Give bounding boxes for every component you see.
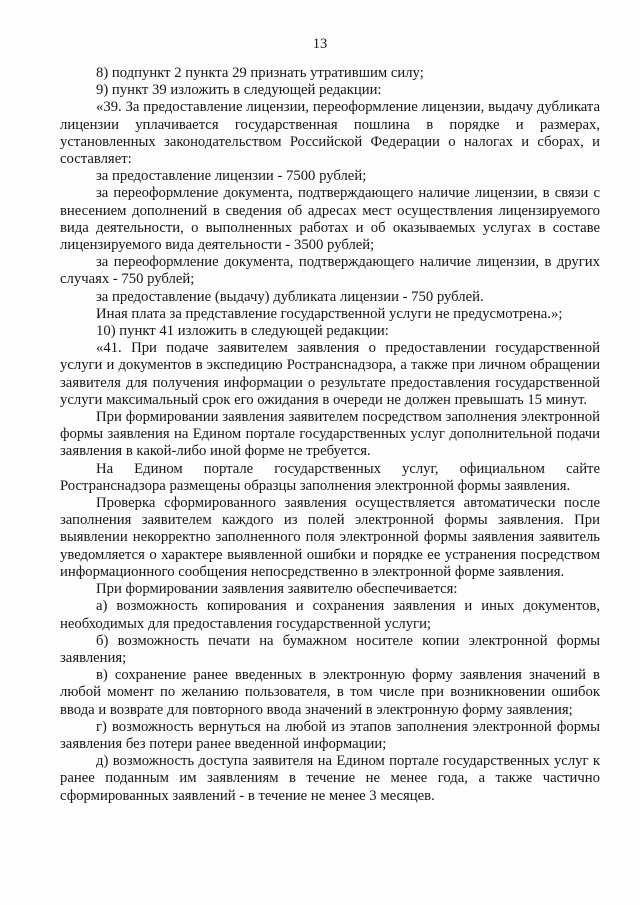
fee-reissue-other: за переоформление документа, подтверждающего наличие лицензии, в других случаях - 750 рублей;	[60, 254, 600, 288]
page-number: 13	[312, 36, 328, 52]
no-other-fee: Иная плата за представление государственной услуги не предусмотрена.»;	[96, 305, 563, 322]
provision-g: г) возможность вернуться на любой из этапов заполнения электронной формы заявления без потери ранее введенной информации;	[60, 718, 600, 752]
provision-a: а) возможность копирования и сохранения заявления и иных документов, необходимых для предоставления государственной услуги;	[60, 598, 600, 632]
paragraph-39-intro: «39. За предоставление лицензии, переоформление лицензии, выдачу дубликата лицензии уплачивается государственная пошлина в порядке и размерах, установленных законодательством Российской Федерации о налогах и сборах, и составляет:	[60, 99, 600, 168]
fee-reissue-additions: за переоформление документа, подтверждающего наличие лицензии, в связи с внесением дополнений в сведения об адресах мест осуществления лицензируемого вида деятельности, о выполненных работах и об оказываемых услугах в составе лицензируемого вида деятельности - 3500 рублей;	[60, 185, 600, 254]
provision-d: д) возможность доступа заявителя на Едином портале государственных услуг к ранее поданным им заявлениям в течение не менее года, а также частично сформированных заявлений - в течение не менее 3 месяцев.	[60, 753, 600, 804]
fee-duplicate: за предоставление (выдачу) дубликата лицензии - 750 рублей.	[96, 288, 484, 305]
fee-license: за предоставление лицензии - 7500 рублей;	[96, 168, 367, 185]
provisions-intro: При формировании заявления заявителю обеспечивается:	[96, 581, 458, 598]
provision-v: в) сохранение ранее введенных в электронную форму заявления значений в любой момент по желанию пользователя, в том числе при возникновении ошибок ввода и возврате для повторного ввода значений в электронную форму заявления;	[60, 667, 600, 718]
paragraph-41-intro: «41. При подаче заявителем заявления о предоставлении государственной услуги и документов в экспедицию Ространснадзора, а также при личном обращении заявителя для получения информации о результате предоставления государственной услуги максимальный срок его ожидания в очереди не должен превышать 15 минут.	[60, 340, 600, 408]
paragraph-8: 8) подпункт 2 пункта 29 признать утратившим силу;	[96, 65, 424, 81]
provision-b: б) возможность печати на бумажном носителе копии электронной формы заявления;	[60, 632, 600, 666]
paragraph-9: 9) пункт 39 изложить в следующей редакции:	[96, 82, 382, 99]
document-body	[60, 65, 600, 805]
paragraph-10: 10) пункт 41 изложить в следующей редакции:	[96, 323, 389, 340]
validation-paragraph: Проверка сформированного заявления осуществляется автоматически после заполнения заявителем каждого из полей электронной формы заявления. При выявлении некорректно заполненного поля электронной формы заявления заявитель уведомляется о характере выявленной ошибки и порядке ее устранения посредством информационного сообщения непосредственно в электронной форме заявления.	[60, 495, 600, 580]
portal-samples-paragraph: На Едином портале государственных услуг, официальном сайте Ространснадзора размещены образцы заполнения электронной формы заявления.	[60, 460, 600, 494]
electronic-form-paragraph: При формировании заявления заявителем посредством заполнения электронной формы заявления на Едином портале государственных услуг дополнительной подачи заявления в какой-либо иной форме не требуется.	[60, 409, 600, 460]
